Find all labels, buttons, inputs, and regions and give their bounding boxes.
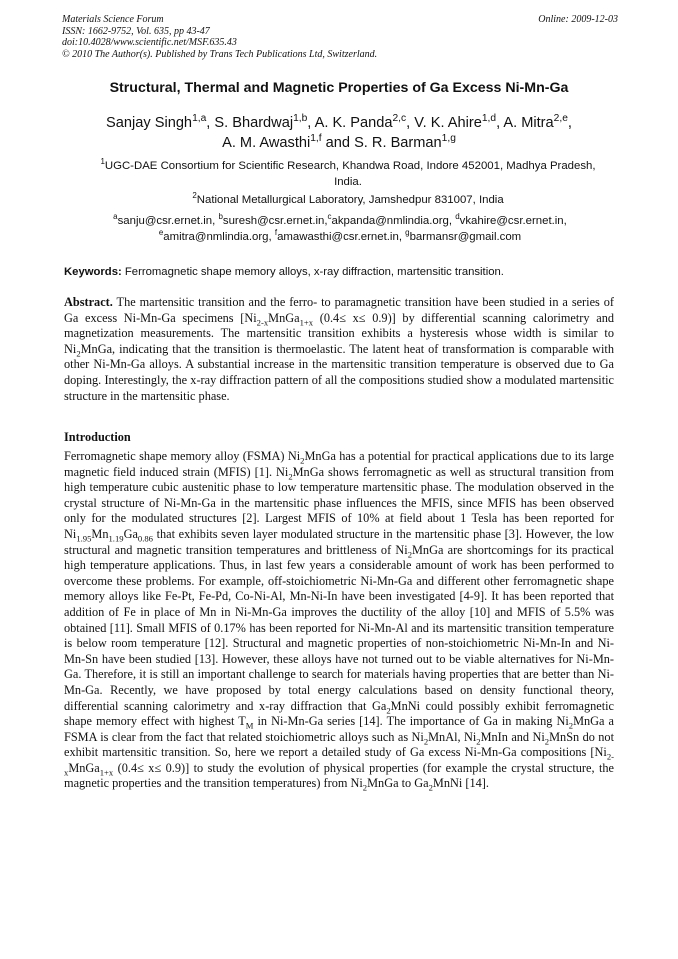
author-affil-mark: 1,g — [441, 133, 456, 145]
formula-subscript: 2 — [568, 720, 574, 731]
formula-subscript: 2 — [544, 736, 550, 747]
intro-text: Mn — [91, 526, 109, 541]
affiliation-mark: 1 — [100, 157, 105, 167]
author-separator: , — [206, 115, 215, 131]
intro-text: MnGa a FSMA is clear from the fact that related stoichiometric alloys such as Ni — [64, 714, 615, 744]
formula-subscript: 2 — [76, 348, 81, 359]
email-list — [62, 213, 618, 245]
author-affil-mark: 2,e — [553, 113, 568, 125]
affiliation-1 — [92, 158, 604, 190]
email-address[interactable]: amawasthi@csr.ernet.in — [277, 231, 399, 243]
email-mark: g — [405, 228, 410, 238]
email-separator: , — [398, 231, 406, 243]
formula-subscript: 1+x — [99, 767, 114, 778]
intro-text: MnIn and Ni — [480, 729, 545, 744]
intro-text: MnNi could possibly exhibit ferromagnetic shape memory effect with highest T — [64, 698, 614, 729]
formula-subscript: 0.86 — [137, 533, 153, 544]
formula-subscript: 2-x — [64, 751, 614, 778]
formula-subscript: 2 — [386, 704, 391, 715]
issn-line: ISSN: 1662-9752, Vol. 635, pp 43-47 — [62, 25, 210, 37]
author-separator: , — [307, 115, 315, 131]
author-affil-mark: 1,b — [293, 113, 308, 125]
paper-title: Structural, Thermal and Magnetic Properties of Ga Excess Ni-Mn-Ga — [109, 80, 569, 96]
formula-subscript: 2 — [423, 736, 429, 747]
intro-text: that exhibits seven layer modulated structure in the martensitic phase [3]. However, the low structural and magnetic transition temperatures and brittleness of Ni — [64, 526, 614, 557]
email-mark: a — [113, 212, 118, 222]
author-separator: and — [321, 135, 355, 151]
email-mark: d — [455, 212, 460, 222]
email-address[interactable]: akpanda@nmlindia.org — [331, 215, 449, 227]
affiliation-mark: 2 — [192, 191, 197, 201]
intro-text: Ga — [123, 526, 138, 541]
keywords — [64, 266, 620, 278]
journal-name: Materials Science Forum — [62, 14, 164, 25]
intro-text: MnNi [14]. — [432, 776, 489, 791]
author-name: Sanjay Singh — [106, 115, 193, 131]
email-separator: , — [324, 215, 328, 227]
intro-text: MnSn do not exhibit martensitic transition. So, here we report a detailed study of Ga excess Ni-Mn-Ga compositions [Ni — [64, 729, 614, 760]
email-address[interactable]: barmansr@gmail.com — [409, 231, 522, 243]
formula-subscript: 2 — [428, 782, 433, 793]
email-mark: b — [218, 212, 223, 222]
formula-subscript: 2-x — [256, 317, 269, 328]
author-affil-mark: 1,f — [310, 133, 322, 145]
author-affil-mark: 1,a — [192, 113, 207, 125]
author-affil-mark: 1,d — [481, 113, 497, 125]
formula-subscript: 2 — [407, 549, 412, 560]
author-affil-mark: 2,c — [392, 113, 407, 125]
email-separator: , — [448, 215, 456, 227]
keywords-text: Ferromagnetic shape memory alloys, x-ray diffraction, martensitic transition. — [124, 266, 504, 278]
online-date: Online: 2009-12-03 — [538, 14, 618, 25]
intro-text: MnGa shows ferromagnetic as well as structural transition from high temperature cubic austenitic phase to low temperature martensitic phase. The modulation observed in the crystal structure of Ni-Mn-Ga in the martensitic phase influences the MFIS, since MFIS has been observed only for the modulated structures [2]. Largest MFIS of 10% at field about 1 Tesla has been reported for Ni — [64, 464, 615, 541]
author-name: V. K. Ahire — [414, 115, 482, 131]
intro-text: Ferromagnetic shape memory alloy (FSMA) Ni — [64, 449, 301, 463]
intro-text: MnGa are shortcomings for its practical high temperature applications. Thus, in last few years a considerable amount of work has been performed to overcome these problems. For example, off-stoichiometric Ni-Mn-Ga and different other ferromagnetic shape memory alloys like Fe-Pt, Fe-Pd, Co-Ni-Al, Mn-Ni-In have been investigated [4-9]. It has been reported that addition of Fe in place of Mn in Ni-Mn-Ga improves the ductility of the alloy [10] and MFIS of 5.5% was obtained [11]. Small MFIS of 0.17% has been reported for Ni-Mn-Al and its martensitic transition temperature is below room temperature [12]. Structural and magnetic properties of non-stoichiometric Ni-Mn-In and Ni-Mn-Sn have been studied [13]. However, these alloys have not turned out to be viable alternatives for Ni-Mn-Ga. Therefore, it is still an important challenge to search for materials having properties that are better than Ni-Mn-Ga. Recently, we have proposed by total energy calculations based on density functional theory, differential scanning calorimetry and x-ray diffraction that Ga — [64, 542, 614, 713]
abstract-text: The martensitic transition and the ferro- to paramagnetic transition have been studied in a series of Ga excess Ni-Mn-Ga specimens [Ni — [64, 295, 614, 325]
author-list — [40, 113, 638, 153]
email-separator: , — [212, 215, 219, 227]
intro-text: MnGa has a potential for practical applications due to its large magnetic field induced strain (MFIS) [1]. Ni — [64, 449, 614, 479]
email-mark: e — [158, 228, 164, 238]
intro-text: in Ni-Mn-Ga series [14]. The importance of Ga in making Ni — [253, 714, 569, 729]
intro-text: MnAl, Ni — [428, 729, 477, 744]
formula-subscript: 2 — [300, 455, 305, 466]
author-name: S. R. Barman — [354, 135, 442, 151]
email-address[interactable]: sanju@csr.ernet.in — [117, 215, 213, 227]
abstract-text: MnGa, indicating that the transition is thermoelastic. The latent heat of transformation is comparable with other Ni-Mn-Ga alloys. A substantial increase in the martensitic transition temperature is observed due to Ga doping. Interestingly, the x-ray diffraction pattern of all the compositions studied show a modulated martensitic structure in the martensitic phase. — [64, 341, 614, 403]
intro-text: MnGa — [68, 760, 100, 775]
formula-subscript: 2 — [288, 471, 293, 482]
affiliation-text: UGC-DAE Consortium for Scientific Research, Khandwa Road, Indore 452001, Madhya Pradesh, India. — [104, 160, 596, 188]
affiliation-2 — [92, 192, 604, 208]
author-separator: , — [406, 115, 415, 131]
keywords-label: Keywords: — [64, 266, 122, 278]
formula-subscript: 2 — [476, 736, 481, 747]
author-separator: , — [567, 115, 572, 131]
formula-subscript: 1+x — [299, 317, 314, 328]
abstract-text: (0.4≤ x≤ 0.9)] by differential scanning calorimetry and magnetization measurements. The martensitic transition exhibits a hysteresis whose width is similar to Ni — [64, 310, 614, 356]
email-separator: , — [268, 231, 275, 243]
formula-subscript: 1.19 — [108, 533, 124, 544]
formula-subscript: 1.95 — [76, 533, 92, 544]
author-name: A. K. Panda — [314, 115, 393, 131]
author-name: S. Bhardwaj — [214, 115, 294, 131]
introduction-body — [64, 449, 614, 792]
author-name: A. Mitra — [503, 115, 554, 131]
copyright-line: © 2010 The Author(s). Published by Trans Tech Publications Ltd, Switzerland. — [62, 48, 378, 60]
abstract — [64, 295, 614, 404]
intro-text: (0.4≤ x≤ 0.9)] to study the evolution of physical properties (for example the crystal structure, the magnetic properties and the transition temperatures) from Ni — [64, 760, 614, 791]
email-address[interactable]: vkahire@csr.ernet.in, — [459, 215, 567, 227]
intro-text: MnGa to Ga — [367, 776, 429, 791]
email-mark: c — [327, 212, 332, 222]
journal-header — [62, 14, 618, 60]
affiliation-text: National Metallurgical Laboratory, Jamshedpur 831007, India — [196, 194, 504, 206]
abstract-label: Abstract. — [64, 295, 113, 309]
author-name: A. M. Awasthi — [222, 135, 311, 151]
author-separator: , — [496, 115, 504, 131]
formula-subscript: 2 — [362, 782, 368, 793]
email-address[interactable]: amitra@nmlindia.org — [163, 231, 269, 243]
section-heading-introduction: Introduction — [64, 430, 131, 444]
abstract-text: MnGa — [268, 310, 300, 325]
doi-line: doi:10.4028/www.scientific.net/MSF.635.43 — [62, 37, 237, 48]
email-mark: f — [274, 228, 278, 238]
formula-subscript: M — [245, 720, 254, 731]
email-address[interactable]: suresh@csr.ernet.in — [222, 215, 325, 227]
